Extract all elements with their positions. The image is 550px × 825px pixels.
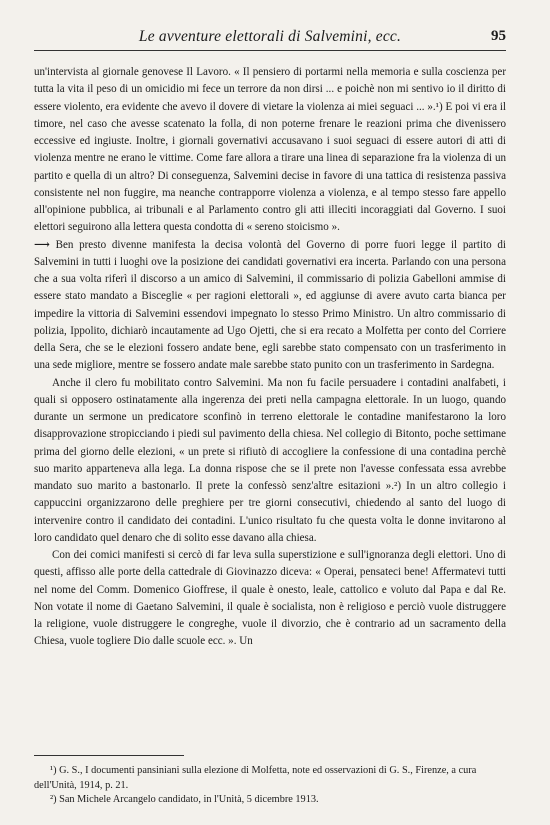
- footnotes: [34, 764, 506, 808]
- arrow-mark-icon: ⟶: [34, 238, 50, 251]
- page-number: 95: [491, 28, 506, 44]
- paragraph-2: [34, 237, 506, 375]
- footnote-1: ¹) G. S., I documenti pansiniani sulla elezione di Molfetta, note ed osservazioni di G. S., Firenze, a cura dell'Unità, 1914, p. 21.: [34, 765, 477, 791]
- paragraph-2-text: Ben presto divenne manifesta la decisa volontà del Governo di porre fuori legge il partito di Salvemini in tutti i luoghi ove la posizione dei candidati governativi era incerta. Parlando con una persona che a sua volta riferì il discorso a un amico di Salvemini, il commissario di polizia Gabelloni ammise di essere stato mandato a Bisceglie « per ragioni elettorali », ed aggiunse di avere avuto carta bianca per impedire la vittoria di Salvemini essendovi impegnato lo stesso Primo Ministro. Un altro commissario di polizia, Ippolito, dichiarò incautamente ad Ugo Ojetti, che si era recato a Molfetta per conto del Corriere della Sera, che se le elezioni fossero andate bene, egli sarebbe stato compensato con un trasferimento in una sede migliore, mentre se fossero andate male sarebbe stato punito con un trasferimento in Sardegna.: [34, 238, 506, 372]
- running-header: [34, 28, 506, 46]
- body-text: [34, 64, 506, 651]
- header-rule: [34, 50, 506, 51]
- paragraph-3-text: Anche il clero fu mobilitato contro Salvemini. Ma non fu facile persuadere i contadini analfabeti, i quali si opposero ostinatamente alla ingerenza dei preti nella campagna elettorale. In un luogo, quando durante un sermone un predicatore sconfinò in terreno elettorale le contadine manifestarono la loro disapprovazione stropicciando i piedi sul pavimento della chiesa. Nel collegio di Bitonto, poche settimane prima del giorno delle elezioni, « un prete si rifiutò di accogliere la confessione di una contadina perchè suo marito apparteneva alla lega. La donna rispose che se il prete non l'avesse confessata essa avrebbe mandato suo marito a bastonarlo. Il prete la confessò senz'altre esitazioni ».²) In un altro collegio i cappuccini organizzarono delle preghiere per tre giorni consecutivi, chiedendo al santo del luogo di intervenire contro il candidato dei contadini. L'unico risultato fu che questa volta le donne invitarono al loro candidato quel denaro che di solito esse davano alla chiesa.: [34, 376, 506, 544]
- paragraph-4-text: Con dei comici manifesti si cercò di far leva sulla superstizione e sull'ignoranza degli elettori. Uno di questi, affisso alle porte della cattedrale di Giovinazzo diceva: « Operai, pensateci bene! Affermatevi tutti nel nome del Comm. Domenico Gioffrese, il quale è onesto, leale, cattolico e voluto dal Papa e dal Re. Non votate il nome di Gaetano Salvemini, il quale è socialista, non è religioso e perciò vuole distruggere la religione, vuole distruggere le congreghe, vuole il divorzio, che è contrario ad un sacramento della Chiesa, vuole togliere Dio dalle scuole ecc. ». Un: [34, 549, 506, 648]
- footnote-rule: [34, 755, 184, 756]
- footnote-2: ²) San Michele Arcangelo candidato, in l'Unità, 5 dicembre 1913.: [50, 794, 319, 805]
- paragraph-1-text: un'intervista al giornale genovese Il Lavoro. « Il pensiero di portarmi nella memoria e sulla coscienza per tutta la vita il peso di un omicidio mi fece un terrore da non dirsi ... e poichè non mi sentivo io il diritto di essere violento, era evidente che avevo il dovere di vietare la violenza ai miei seguaci ... ».¹) E poi vi era il timore, nel caso che avesse scatenato la folla, di non poterne frenare le reazioni prima che divenissero eccessive ed ingiuste. Inoltre, i giornali governativi accusavano i suoi seguaci di essere autori di atti di violenza mentre ne erano le vittime. Come fare allora a tirare una linea di separazione fra la violenza di un partito e quella di un altro? Di conseguenza, Salvemini decise in favore di una tattica di resistenza passiva consistente nel non fuggire, ma neanche contrapporre violenza a violenza, e al tempo stesso fare appello all'opinione pubblica, ai tribunali e al Parlamento contro gli atti illeciti incoraggiati dal Governo. I suoi elettori seguirono alla lettera questa condotta di « sereno stoicismo ».: [34, 66, 506, 234]
- paragraph-3: [34, 375, 506, 548]
- paragraph-1: [34, 64, 506, 237]
- paragraph-4: [34, 547, 506, 651]
- running-title: Le avventure elettorali di Salvemini, ecc.: [138, 28, 402, 45]
